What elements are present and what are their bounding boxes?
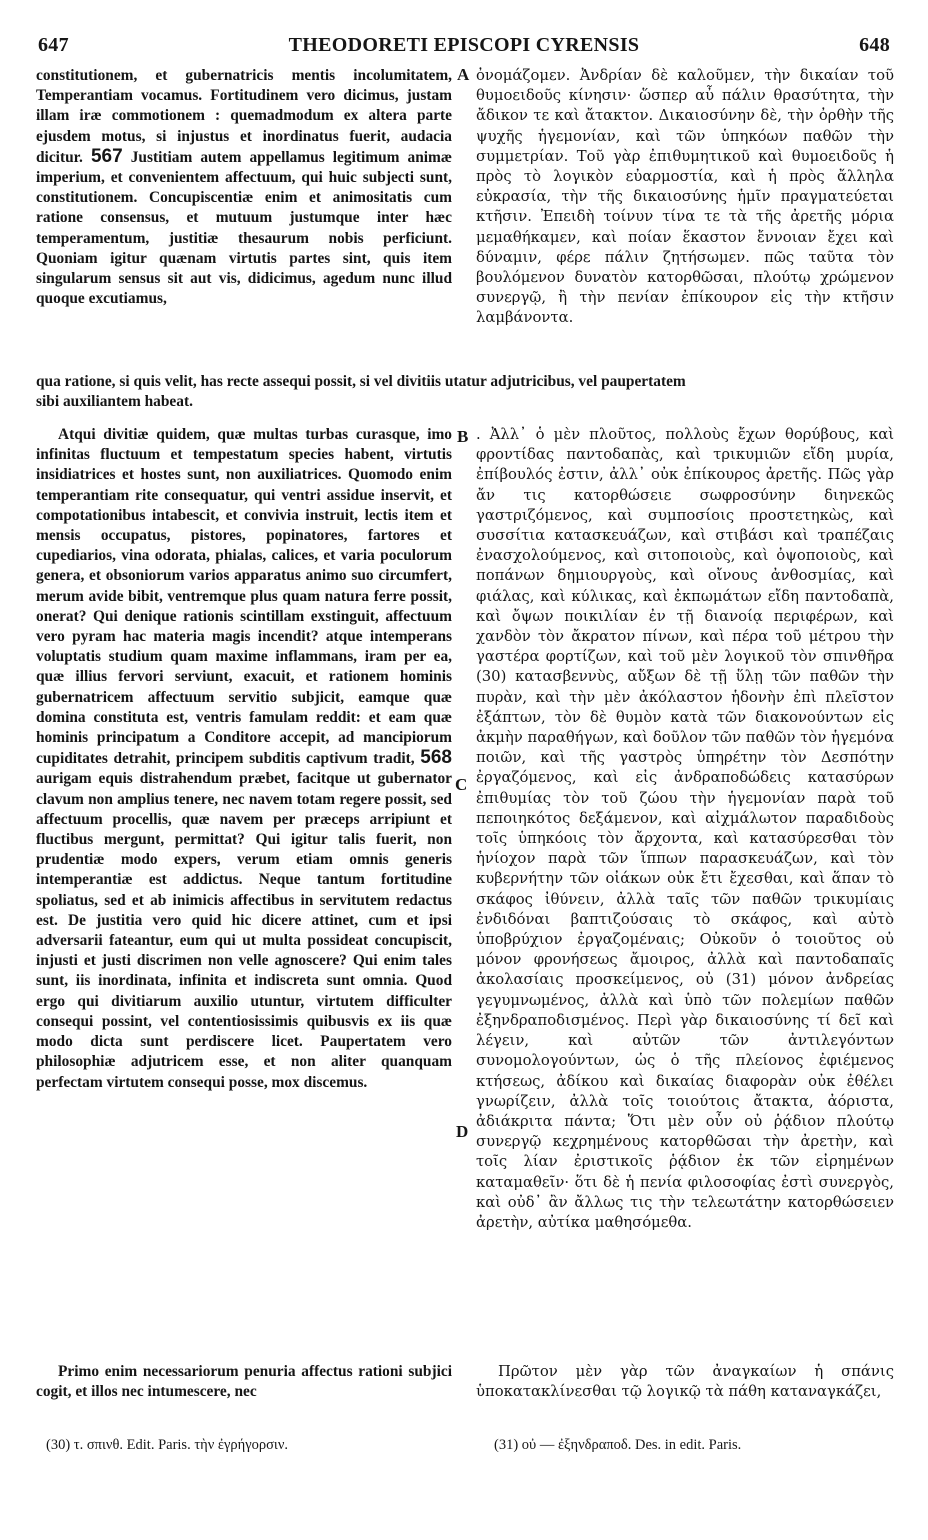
margin-letter-d: D	[456, 1122, 469, 1141]
margin-letter-c: C	[455, 775, 468, 794]
column-number-568: 568	[420, 747, 452, 769]
footnote-31: (31) οὐ — ἐξηνδραποδ. Des. in edit. Paris.	[494, 1437, 742, 1453]
greek-column-top	[476, 66, 894, 329]
latin-column-bottom	[36, 1362, 452, 1402]
footnote-30: (30) τ. σπινθ. Edit. Paris. τὴν ἐγρήγορσιν.	[46, 1437, 289, 1453]
column-number-567: 567	[90, 145, 123, 167]
running-title: THEODORETI EPISCOPI CYRENSIS	[288, 34, 640, 56]
greek-column-bottom	[476, 1362, 894, 1402]
greek-text: Πρῶτον μὲν γὰρ τῶν ἀναγκαίων ἡ σπάνις ὑποκατακλίνεσθαι τῷ λογικῷ τὰ πάθη καταναγκάζει,	[476, 1363, 894, 1401]
latin-text: constitutionem, et gubernatricis mentis incolumitatem, Temperantiam vocamus. Fortitudinem vero dicimus, justam illam iræ commotionem : quemadmodum ex altera parte ejusdem motus, si injustus et inordinatus fuerit, audacia dicitur.	[36, 67, 452, 166]
full-width-line	[36, 372, 894, 412]
page-number-left: 647	[38, 34, 69, 56]
latin-column-top	[36, 66, 452, 309]
running-header	[30, 34, 898, 60]
latin-text: aurigam equis distrahendum præbet, facitque ut gubernator clavum non amplius tenere, nec navem totam regere possit, sed affectuum procellis, quæ navem per præceps arripiunt et fluctibus mergunt, permittat? Qui igitur talis fuerit, non prudentiæ modo expers, verum etiam omnis generis intemperantiæ est addictus. Neque tantum fortitudine spoliatus, sed et ab inimicis affectibus in servitutem redactus est. De justitia vero quid hic dicere attinet, cum et ipsi adversarii fateantur, eum qui ut multa possideat concupiscit, injusti et justi discrimen non velle agnoscere? Qui enim tales sunt, iis inordinata, infinita et indiscreta sunt omnia. Quod ergo qui divitiarum auxilio utuntur, virtutem difficulter consequi possint, vel contentiosissimis quibusvis ex iis quæ modo dicta sunt perdiscere licet. Paupertatem vero philosophiæ adjutricem esse, et non aliter quanquam perfectam virtutem consequi posse, mox discemus.	[36, 770, 452, 1091]
full-width-text-2: sibi auxiliantem habeat.	[36, 393, 193, 411]
margin-letter-b: B	[457, 427, 469, 446]
latin-text: Atqui divitiæ quidem, quæ multas turbas curasque, imo infinitas fluctuum et tempestatum species habent, virtutis insidiatrices et hostes sunt, non auxiliatrices. Quomodo enim temperantiam rite consequatur, qui ventri assidue inservit, et compotationibus intabescit, et convivia instruit, lectis item et mensis occupatus, pistores, popinatores, fartores et cupediarios, vina odorata, phialas, calices, et varia poculorum genera, et obsoniorum varios apparatus animo suo circumfert, merum avide bibit, ventremque plus quam natura ferre possit, onerat? Qui denique rationis scintillam exstinguit, affectuum vero pyram hac materia magis incendit? atque intemperans voluptatis studium quam maxime inflammans, iram per ea, quæ illius fervori serviunt, exacuit, et rationem hominis gubernatricem affectuum servitio subjicit, eamque quæ domina constituta est, ventris famulam reddit: et eam quæ hominis principatum a Conditore accepit, ad mancipiorum cupiditates detrahit, principem subditis captivum tradit,	[36, 426, 452, 768]
margin-letter-a: A	[457, 65, 470, 84]
latin-text: Primo enim necessariorum penuria affectus rationi subjici cogit, et illos nec intumescere, nec	[36, 1363, 452, 1401]
latin-text: Justitiam autem appellamus legitimum animæ imperium, et convenientem affectuum, qui huic subjecti sunt, constitutionem. Concupiscentiæ enim et animositatis cum ratione consensus, et mutuum justumque inter hæc temperamentum, justitiæ thesaurum nobis perficiunt. Quoniam igitur quænam virtutis partes sint, quis item singularum sensus sit aut vis, didicimus, agedum nunc illud quoque excutiamus,	[36, 148, 452, 308]
full-width-text-1: qua ratione, si quis velit, has recte assequi possit, si vel divitiis utatur adjutricibus, vel paupertatem	[36, 373, 686, 390]
page-number-right: 648	[859, 34, 890, 56]
greek-text: . Ἀλλ᾽ ὁ μὲν πλοῦτος, πολλοὺς ἔχων θορύβους, καὶ φροντίδας παντοδαπὰς, καὶ τρικυμιῶν εἴδη μυρία, ἐπίβουλός ἐστιν, ἀλλ᾽ οὐκ ἐπίκουρος ἀρετῆς. Πῶς γὰρ ἄν τις κατορθώσειε σωφροσύνην διηνεκῶς γαστριζόμενος, καὶ συμποσίοις προστετηκὼς, καὶ συσσίτια κατασκευάζων, καὶ στιβάσι καὶ τραπέζαις ἐνασχολούμενος, καὶ σιτοποιοὺς, καὶ ὀψοποιοὺς, καὶ ποπάνων δημιουργοὺς, καὶ οἴνους ἀνθοσμίας, καὶ φιάλας, καὶ κύλικας, καὶ ἐκπωμάτων εἴδη παντοδαπὰ, καὶ ὄψων ποικιλίαν ἐν τῇ διανοίᾳ περιφέρων, καὶ χανδὸν τὸν ἄκρατον πίνων, καὶ πέρα τοῦ μέτρου τὴν γαστέρα φορτίζων, καὶ τοῦ μὲν λογικοῦ τὸν σπινθῆρα (30) κατασβεννὺς, αὔξων δὲ τῇ ὕλῃ τῶν παθῶν τὴν πυρὰν, καὶ τὴν μὲν ἀκόλαστον ἡδονὴν ἐπὶ πλεῖστον ἐξάπτων, τὸν δὲ θυμὸν κατὰ τῶν διακονούντων εἰς ἀκμὴν παραθήγων, καὶ δοῦλον τῶν παθῶν τὸν ἡγεμόνα ποιῶν, καὶ τῆς γαστρὸς ὑπηρέτην τὸν Δεσπότην ἐργαζόμενος, καὶ εἰς ἀνδραποδώδεις κατασύρων ἐπιθυμίας τὸν τοῦ ζώου τὴν ἡγεμονίαν παρὰ τοῦ πεποιηκότος δεξάμενον, καὶ αἰχμάλωτον παραδιδοὺς τοῖς ὑπηκόοις τὸν ἄρχοντα, καὶ κατασύρεσθαι τὸν ἡνίοχον παρὰ τῶν ἵππων παρασκευάζων, καὶ τὸν κυβερνήτην τῶν οἰάκων οὐκ ἔτι ἔχεσθαι, καὶ ἅπαν τὸ σκάφος ἰθύνειν, ἀλλὰ ταῖς τῶν παθῶν τρικυμίαις ἐνδιδόναι βαπτιζούσαις τὸ σκάφος, καὶ αὐτὸ ὑποβρύχιον ἐργαζομέναις; Οὐκοῦν ὁ τοιοῦτος οὐ μόνον φρονήσεως ἄμοιρος, ἀλλὰ καὶ παντοδαπαῖς ἀκολασίαις προσκείμενος, οὐ (31) μόνον ἀνδρείας γεγυμνωμένος, ἀλλὰ καὶ ὑπὸ τῶν πολεμίων παθῶν ἐξηνδραποδισμένος. Περὶ γὰρ δικαιοσύνης τί δεῖ καὶ λέγειν, καὶ αὐτῶν τῶν ἀντιλεγόντων συνομολογούντων, ὡς ὁ τῆς πλείονος ἐφιέμενος κτήσεως, ἀδίκου καὶ δικαίας διαφορὰν οὐκ ἐθέλει γνωρίζειν, ἀλλὰ τοῖς τοιούτοις ἄτακτα, ἀόριστα, ἀδιάκριτα πάντα; Ὅτι μὲν οὖν οὐ ῥᾴδιον πλούτῳ συνεργῷ κεχρημένους κατορθῶσαι τὴν ἀρετὴν, καὶ τοῖς λίαν ἐριστικοῖς ῥᾴδιον ἐκ τῶν εἰρημένων καταμαθεῖν· ὅτι δὲ ἡ πενία φιλοσοφίας ἐστὶ συνεργὸς, καὶ οὐδ᾽ ἂν ἄλλως τις τὴν τελεωτάτην κατορθώσειεν ἀρετὴν, αὐτίκα μαθησόμεθα.	[476, 426, 894, 1231]
greek-column-middle	[476, 425, 894, 1233]
latin-column-middle	[36, 425, 452, 1093]
greek-text: ὀνομάζομεν. Ἀνδρίαν δὲ καλοῦμεν, τὴν δικαίαν τοῦ θυμοειδοῦς κίνησιν· ὥσπερ αὖ πάλιν θρασύτητα, τὴν ἄδικον τε καὶ ἄτακτον. Δικαιοσύνην δὲ, τὴν ὀρθὴν τῆς ψυχῆς ἡγεμονίαν, καὶ τῶν ὑπηκόων παθῶν τὴν συμμετρίαν. Τοῦ γὰρ ἐπιθυμητικοῦ καὶ θυμοειδοῦς ἡ πρὸς τὸ λογικὸν εὐαρμοστία, καὶ ἡ πρὸς ἄλληλα εὐκρασία, τὴν τῆς δικαιοσύνης ἡμῖν πραγματεύεται κτῆσιν. Ἐπειδὴ τοίνυν τίνα τε τὰ τῆς ἀρετῆς μόρια μεμαθήκαμεν, καὶ ποίαν ἕκαστον ἔννοιαν ἔχει καὶ δύναμιν, φέρε πάλιν ζητήσωμεν. πῶς ταῦτα τὸν βουλόμενον δυνατὸν κατορθῶσαι, πλούτῳ χρώμενον συνεργῷ, ἢ τὴν πενίαν ἐπίκουρον εἰς τὴν κτῆσιν λαμβάνοντα.	[476, 67, 894, 327]
